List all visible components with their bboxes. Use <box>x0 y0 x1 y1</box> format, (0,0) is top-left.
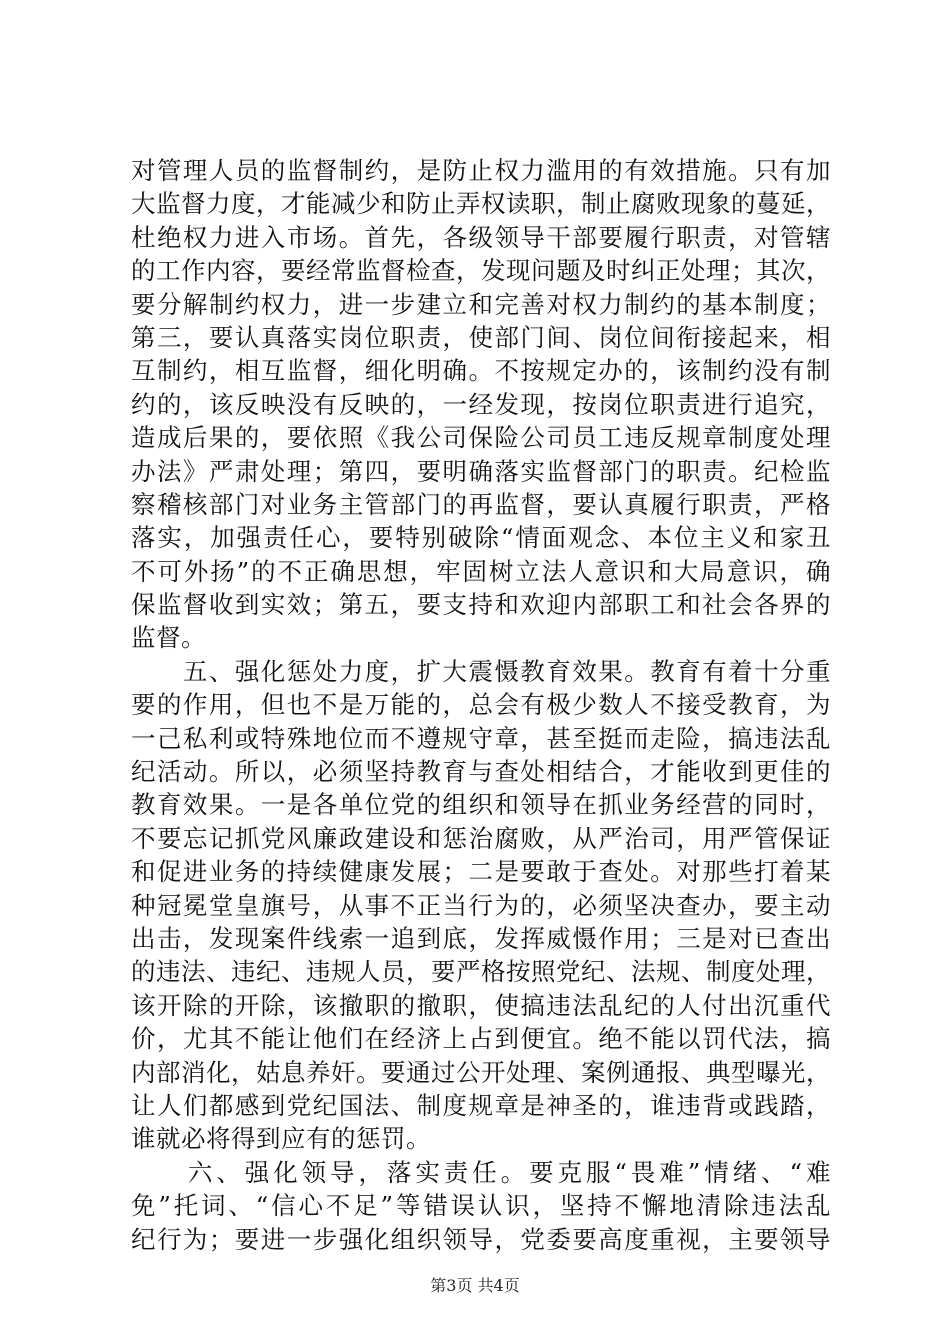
text-line: 落实，加强责任心，要特别破除“情面观念、本位主义和家丑 <box>131 523 831 553</box>
text-line: 办法》严肃处理；第四，要明确落实监督部门的职责。纪检监 <box>131 456 831 486</box>
text-line: 六、强化领导，落实责任。要克服“畏难”情绪、“难 <box>131 1157 831 1187</box>
text-line: 谁就必将得到应有的惩罚。 <box>131 1124 431 1154</box>
text-line: 互制约，相互监督，细化明确。不按规定办的，该制约没有制 <box>131 356 831 386</box>
text-line: 对管理人员的监督制约，是防止权力滥用的有效措施。只有加 <box>131 156 831 185</box>
text-line: 的违法、违纪、违规人员，要严格按照党纪、法规、制度处理， <box>131 957 831 987</box>
text-line: 第三，要认真落实岗位职责，使部门间、岗位间衔接起来，相 <box>131 322 831 352</box>
text-line: 和促进业务的持续健康发展；二是要敢于查处。对那些打着某 <box>131 857 831 887</box>
text-line: 教育效果。一是各单位党的组织和领导在抓业务经营的同时， <box>131 790 831 820</box>
text-line: 出击，发现案件线索一追到底，发挥威慑作用；三是对已查出 <box>131 923 831 953</box>
text-line: 要的作用，但也不是万能的，总会有极少数人不接受教育，为 <box>131 690 831 720</box>
text-line: 免”托词、“信心不足”等错误认识，坚持不懈地清除违法乱 <box>131 1191 831 1221</box>
text-line: 杜绝权力进入市场。首先，各级领导干部要履行职责，对管辖 <box>131 222 831 252</box>
text-line: 的工作内容，要经常监督检查，发现问题及时纠正处理；其次， <box>131 256 831 286</box>
page-footer: 第3页 共4页 <box>430 1276 520 1295</box>
text-line: 不可外扬”的不正确思想，牢固树立法人意识和大局意识，确 <box>131 556 831 586</box>
text-line: 监督。 <box>131 623 206 653</box>
text-line: 察稽核部门对业务主管部门的再监督，要认真履行职责，严格 <box>131 489 831 519</box>
text-line: 纪活动。所以，必须坚持教育与查处相结合，才能收到更佳的 <box>131 757 831 787</box>
text-line: 造成后果的，要依照《我公司保险公司员工违反规章制度处理 <box>131 423 831 453</box>
text-line: 价，尤其不能让他们在经济上占到便宜。绝不能以罚代法，搞 <box>131 1024 831 1054</box>
text-line: 保监督收到实效；第五，要支持和欢迎内部职工和社会各界的 <box>131 590 831 620</box>
text-line: 内部消化，姑息养奸。要通过公开处理、案例通报、典型曝光， <box>131 1057 831 1087</box>
text-line: 要分解制约权力，进一步建立和完善对权力制约的基本制度； <box>131 289 831 319</box>
text-line: 不要忘记抓党风廉政建设和惩治腐败，从严治司，用严管保证 <box>131 823 831 853</box>
text-line: 五、强化惩处力度，扩大震慑教育效果。教育有着十分重 <box>131 656 831 686</box>
text-line: 该开除的开除，该撤职的撤职，使搞违法乱纪的人付出沉重代 <box>131 990 831 1020</box>
text-line: 约的，该反映没有反映的，一经发现，按岗位职责进行追究， <box>131 389 831 419</box>
body-text <box>131 154 831 1256</box>
text-line: 让人们都感到党纪国法、制度规章是神圣的，谁违背或践踏， <box>131 1090 831 1120</box>
text-line: 种冠冕堂皇旗号，从事不正当行为的，必须坚决查办，要主动 <box>131 890 831 920</box>
text-line: 大监督力度，才能减少和防止弄权读职，制止腐败现象的蔓延， <box>131 189 831 219</box>
text-line: 纪行为；要进一步强化组织领导，党委要高度重视，主要领导 <box>131 1224 831 1254</box>
text-line: 一己私利或特殊地位而不遵规守章，甚至挺而走险，搞违法乱 <box>131 723 831 753</box>
